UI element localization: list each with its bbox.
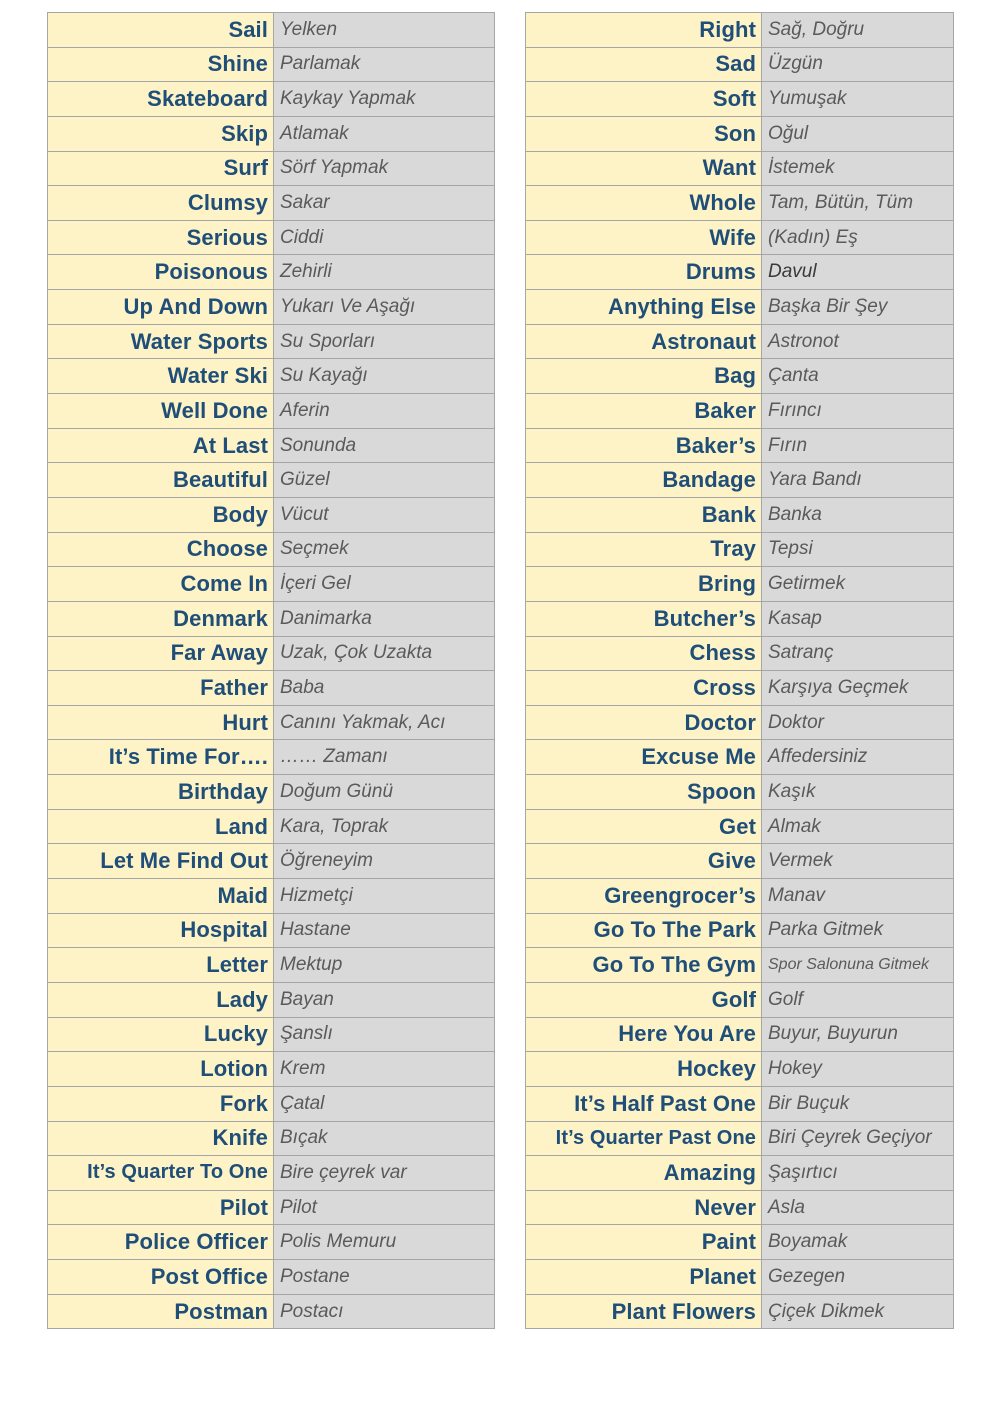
turkish-translation: Fırıncı: [762, 394, 954, 429]
turkish-translation: Tam, Bütün, Tüm: [762, 186, 954, 221]
turkish-translation: Vermek: [762, 844, 954, 879]
turkish-translation: Sağ, Doğru: [762, 13, 954, 48]
vocab-row: [48, 82, 495, 117]
vocab-row: [48, 879, 495, 914]
english-word: Excuse Me: [526, 740, 762, 775]
english-word: Choose: [48, 532, 274, 567]
turkish-translation: Karşıya Geçmek: [762, 671, 954, 706]
english-word: Skateboard: [48, 82, 274, 117]
vocab-row: [48, 636, 495, 671]
turkish-translation: Krem: [274, 1052, 495, 1087]
english-word: Police Officer: [48, 1225, 274, 1260]
vocab-row: [48, 740, 495, 775]
turkish-translation: Hokey: [762, 1052, 954, 1087]
english-word: Serious: [48, 220, 274, 255]
vocab-row: [48, 775, 495, 810]
english-word: Plant Flowers: [526, 1294, 762, 1329]
english-word: Amazing: [526, 1156, 762, 1191]
english-word: Father: [48, 671, 274, 706]
english-word: Whole: [526, 186, 762, 221]
turkish-translation: İçeri Gel: [274, 567, 495, 602]
vocab-row: [526, 1086, 954, 1121]
vocab-row: [526, 116, 954, 151]
vocab-row: [526, 775, 954, 810]
english-word: It’s Quarter Past One: [526, 1121, 762, 1156]
turkish-translation: Aferin: [274, 394, 495, 429]
english-word: Drums: [526, 255, 762, 290]
english-word: Hockey: [526, 1052, 762, 1087]
vocab-row: [48, 394, 495, 429]
english-word: Skip: [48, 116, 274, 151]
turkish-translation: Su Kayağı: [274, 359, 495, 394]
english-word: Fork: [48, 1086, 274, 1121]
turkish-translation: Parlamak: [274, 47, 495, 82]
vocab-row: [526, 359, 954, 394]
english-word: Bag: [526, 359, 762, 394]
turkish-translation: Yelken: [274, 13, 495, 48]
english-word: Anything Else: [526, 290, 762, 325]
english-word: It’s Half Past One: [526, 1086, 762, 1121]
english-word: Baker: [526, 394, 762, 429]
english-word: Paint: [526, 1225, 762, 1260]
turkish-translation: Polis Memuru: [274, 1225, 495, 1260]
vocab-row: [48, 116, 495, 151]
english-word: Son: [526, 116, 762, 151]
english-word: Surf: [48, 151, 274, 186]
turkish-translation: Banka: [762, 497, 954, 532]
vocab-row: [526, 740, 954, 775]
english-word: Pilot: [48, 1190, 274, 1225]
english-word: Birthday: [48, 775, 274, 810]
turkish-translation: Şanslı: [274, 1017, 495, 1052]
vocab-row: [48, 47, 495, 82]
turkish-translation: Ciddi: [274, 220, 495, 255]
turkish-translation: Asla: [762, 1190, 954, 1225]
vocab-row: [48, 809, 495, 844]
turkish-translation: Davul: [762, 255, 954, 290]
english-word: Astronaut: [526, 324, 762, 359]
vocab-row: [48, 913, 495, 948]
turkish-translation: Atlamak: [274, 116, 495, 151]
turkish-translation: Buyur, Buyurun: [762, 1017, 954, 1052]
vocab-row: [48, 255, 495, 290]
vocab-row: [526, 1190, 954, 1225]
right-vocabulary-table: [525, 12, 954, 1329]
vocab-row: [48, 13, 495, 48]
vocab-row: [526, 982, 954, 1017]
english-word: Wife: [526, 220, 762, 255]
vocab-row: [48, 1294, 495, 1329]
vocab-row: [526, 1225, 954, 1260]
english-word: Here You Are: [526, 1017, 762, 1052]
english-word: Soft: [526, 82, 762, 117]
turkish-translation: Boyamak: [762, 1225, 954, 1260]
english-word: Land: [48, 809, 274, 844]
turkish-translation: Yara Bandı: [762, 463, 954, 498]
vocab-row: [526, 913, 954, 948]
english-word: Water Ski: [48, 359, 274, 394]
turkish-translation: Bıçak: [274, 1121, 495, 1156]
turkish-translation: Getirmek: [762, 567, 954, 602]
turkish-translation: Bir Buçuk: [762, 1086, 954, 1121]
turkish-translation: Öğreneyim: [274, 844, 495, 879]
vocab-row: [48, 151, 495, 186]
turkish-translation: Pilot: [274, 1190, 495, 1225]
english-word: Go To The Park: [526, 913, 762, 948]
turkish-translation: Vücut: [274, 497, 495, 532]
turkish-translation: Üzgün: [762, 47, 954, 82]
vocab-row: [526, 463, 954, 498]
vocab-row: [526, 255, 954, 290]
english-word: Come In: [48, 567, 274, 602]
vocab-row: [48, 1156, 495, 1191]
vocab-row: [526, 879, 954, 914]
english-word: Denmark: [48, 601, 274, 636]
vocab-row: [526, 290, 954, 325]
vocab-row: [526, 1156, 954, 1191]
vocab-row: [526, 671, 954, 706]
english-word: Spoon: [526, 775, 762, 810]
english-word: Planet: [526, 1260, 762, 1295]
english-word: Water Sports: [48, 324, 274, 359]
vocab-row: [48, 1017, 495, 1052]
english-word: Baker’s: [526, 428, 762, 463]
turkish-translation: Kaykay Yapmak: [274, 82, 495, 117]
vocab-row: [526, 705, 954, 740]
english-word: Give: [526, 844, 762, 879]
english-word: Bandage: [526, 463, 762, 498]
english-word: Body: [48, 497, 274, 532]
english-word: Want: [526, 151, 762, 186]
english-word: Hurt: [48, 705, 274, 740]
vocab-row: [526, 601, 954, 636]
turkish-translation: Almak: [762, 809, 954, 844]
turkish-translation: Hastane: [274, 913, 495, 948]
english-word: Lotion: [48, 1052, 274, 1087]
turkish-translation: Doğum Günü: [274, 775, 495, 810]
english-word: Post Office: [48, 1260, 274, 1295]
turkish-translation: Sörf Yapmak: [274, 151, 495, 186]
vocab-row: [526, 1260, 954, 1295]
english-word: Postman: [48, 1294, 274, 1329]
english-word: Sad: [526, 47, 762, 82]
vocab-row: [48, 220, 495, 255]
vocab-row: [526, 82, 954, 117]
turkish-translation: Sonunda: [274, 428, 495, 463]
turkish-translation: Başka Bir Şey: [762, 290, 954, 325]
english-word: Poisonous: [48, 255, 274, 290]
right-vocabulary-rows: [526, 13, 954, 1329]
vocab-row: [48, 1052, 495, 1087]
turkish-translation: Çatal: [274, 1086, 495, 1121]
english-word: Lucky: [48, 1017, 274, 1052]
turkish-translation: Postane: [274, 1260, 495, 1295]
english-word: Butcher’s: [526, 601, 762, 636]
english-word: Well Done: [48, 394, 274, 429]
vocab-row: [48, 705, 495, 740]
english-word: It’s Time For….: [48, 740, 274, 775]
turkish-translation: Fırın: [762, 428, 954, 463]
turkish-translation: Spor Salonuna Gitmek: [762, 948, 954, 983]
vocab-row: [526, 809, 954, 844]
turkish-translation: Doktor: [762, 705, 954, 740]
vocab-row: [48, 982, 495, 1017]
english-word: Tray: [526, 532, 762, 567]
turkish-translation: (Kadın) Eş: [762, 220, 954, 255]
vocab-row: [48, 463, 495, 498]
vocab-row: [48, 497, 495, 532]
turkish-translation: Çanta: [762, 359, 954, 394]
vocab-row: [526, 186, 954, 221]
turkish-translation: Zehirli: [274, 255, 495, 290]
turkish-translation: …… Zamanı: [274, 740, 495, 775]
turkish-translation: Bire çeyrek var: [274, 1156, 495, 1191]
vocab-row: [48, 186, 495, 221]
vocab-row: [48, 567, 495, 602]
turkish-translation: Hizmetçi: [274, 879, 495, 914]
turkish-translation: Postacı: [274, 1294, 495, 1329]
turkish-translation: Baba: [274, 671, 495, 706]
english-word: Shine: [48, 47, 274, 82]
turkish-translation: Yukarı Ve Aşağı: [274, 290, 495, 325]
turkish-translation: Uzak, Çok Uzakta: [274, 636, 495, 671]
turkish-translation: Şaşırtıcı: [762, 1156, 954, 1191]
turkish-translation: Kasap: [762, 601, 954, 636]
english-word: It’s Quarter To One: [48, 1156, 274, 1191]
vocab-row: [48, 324, 495, 359]
turkish-translation: Yumuşak: [762, 82, 954, 117]
turkish-translation: Astronot: [762, 324, 954, 359]
turkish-translation: Bayan: [274, 982, 495, 1017]
english-word: Maid: [48, 879, 274, 914]
vocab-row: [526, 428, 954, 463]
english-word: Never: [526, 1190, 762, 1225]
vocab-row: [526, 151, 954, 186]
left-vocabulary-table: [47, 12, 495, 1329]
turkish-translation: Kara, Toprak: [274, 809, 495, 844]
vocab-row: [526, 497, 954, 532]
turkish-translation: Çiçek Dikmek: [762, 1294, 954, 1329]
turkish-translation: Manav: [762, 879, 954, 914]
english-word: Lady: [48, 982, 274, 1017]
english-word: Right: [526, 13, 762, 48]
turkish-translation: Tepsi: [762, 532, 954, 567]
english-word: Get: [526, 809, 762, 844]
vocab-row: [526, 567, 954, 602]
english-word: Doctor: [526, 705, 762, 740]
english-word: Go To The Gym: [526, 948, 762, 983]
vocab-row: [526, 636, 954, 671]
turkish-translation: Güzel: [274, 463, 495, 498]
english-word: Golf: [526, 982, 762, 1017]
turkish-translation: Su Sporları: [274, 324, 495, 359]
turkish-translation: Danimarka: [274, 601, 495, 636]
vocab-row: [526, 532, 954, 567]
turkish-translation: Seçmek: [274, 532, 495, 567]
turkish-translation: Parka Gitmek: [762, 913, 954, 948]
english-word: Knife: [48, 1121, 274, 1156]
vocab-row: [48, 1086, 495, 1121]
english-word: At Last: [48, 428, 274, 463]
turkish-translation: Kaşık: [762, 775, 954, 810]
english-word: Up And Down: [48, 290, 274, 325]
english-word: Beautiful: [48, 463, 274, 498]
vocab-row: [48, 844, 495, 879]
vocab-row: [526, 844, 954, 879]
vocab-row: [526, 220, 954, 255]
turkish-translation: Biri Çeyrek Geçiyor: [762, 1121, 954, 1156]
english-word: Let Me Find Out: [48, 844, 274, 879]
vocab-row: [526, 1294, 954, 1329]
vocab-row: [526, 1017, 954, 1052]
vocab-row: [526, 948, 954, 983]
turkish-translation: Affedersiniz: [762, 740, 954, 775]
english-word: Hospital: [48, 913, 274, 948]
turkish-translation: Canını Yakmak, Acı: [274, 705, 495, 740]
turkish-translation: Oğul: [762, 116, 954, 151]
vocab-row: [48, 1260, 495, 1295]
english-word: Cross: [526, 671, 762, 706]
turkish-translation: İstemek: [762, 151, 954, 186]
vocab-row: [526, 13, 954, 48]
english-word: Letter: [48, 948, 274, 983]
turkish-translation: Gezegen: [762, 1260, 954, 1295]
vocab-row: [48, 359, 495, 394]
turkish-translation: Sakar: [274, 186, 495, 221]
vocab-row: [48, 1190, 495, 1225]
vocab-row: [48, 601, 495, 636]
english-word: Chess: [526, 636, 762, 671]
vocab-row: [526, 47, 954, 82]
turkish-translation: Golf: [762, 982, 954, 1017]
english-word: Greengrocer’s: [526, 879, 762, 914]
english-word: Sail: [48, 13, 274, 48]
vocab-row: [48, 428, 495, 463]
vocab-row: [526, 324, 954, 359]
vocab-row: [48, 1121, 495, 1156]
vocab-row: [48, 1225, 495, 1260]
turkish-translation: Mektup: [274, 948, 495, 983]
english-word: Far Away: [48, 636, 274, 671]
vocab-row: [526, 394, 954, 429]
vocab-row: [526, 1052, 954, 1087]
english-word: Clumsy: [48, 186, 274, 221]
english-word: Bring: [526, 567, 762, 602]
english-word: Bank: [526, 497, 762, 532]
vocab-row: [526, 1121, 954, 1156]
left-vocabulary-rows: [48, 13, 495, 1329]
turkish-translation: Satranç: [762, 636, 954, 671]
vocab-row: [48, 948, 495, 983]
vocab-row: [48, 671, 495, 706]
vocab-row: [48, 290, 495, 325]
vocab-row: [48, 532, 495, 567]
